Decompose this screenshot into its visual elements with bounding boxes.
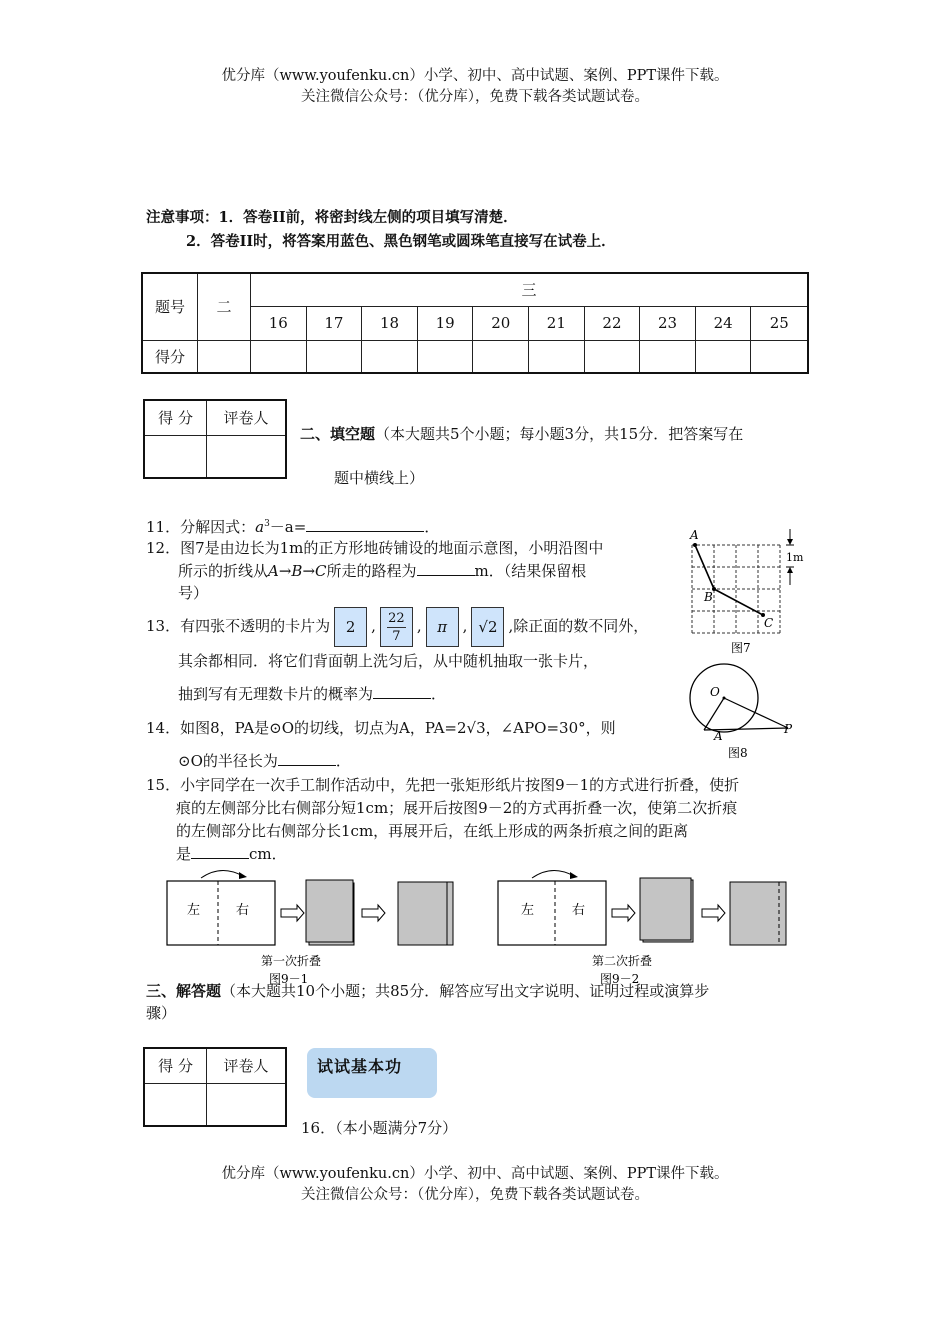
score-col-18: 18 [362, 306, 418, 340]
grader-box-grader-label: 评卷人 [207, 400, 286, 435]
q13-answer-blank[interactable] [373, 683, 431, 699]
header-line-2: 关注微信公众号：（优分库），免费下载各类试题试卷。 [301, 89, 649, 105]
fig8-label-a: A [714, 729, 723, 743]
q13-number: 13． [146, 617, 181, 635]
grader-cell [144, 435, 207, 478]
fig7-caption: 图7 [731, 641, 751, 655]
footer-line-2: 关注微信公众号：（优分库），免费下载各类试题试卷。 [301, 1187, 649, 1203]
section-2-desc-2: 题中横线上） [334, 469, 425, 487]
fig9-2-caption: 图9－2 [600, 972, 640, 986]
figure-9-1 [163, 864, 463, 986]
q12-line-2 [178, 560, 586, 583]
score-col-20: 20 [473, 306, 529, 340]
q12-number: 12． [146, 539, 181, 557]
q13-card-1: 2 [334, 607, 367, 647]
score-cell [584, 340, 640, 373]
footer-line-1: 优分库（www.youfenku.cn）小学、初中、高中试题、案例、PPT课件下载。 [221, 1166, 729, 1182]
q11-expr-sup: 3 [264, 519, 270, 529]
q15-number: 15． [146, 776, 181, 794]
section-2-heading [300, 423, 810, 445]
badge-text: 试试基本功 [317, 1057, 403, 1076]
q13-text-3: 抽到写有无理数卡片的概率为 [178, 685, 374, 703]
question-15 [146, 774, 739, 797]
q12-text-3: 号） [178, 584, 209, 602]
question-12 [146, 537, 603, 560]
score-cell [251, 340, 307, 373]
section-badge [307, 1048, 437, 1098]
q13-card-4: √2 [471, 607, 504, 647]
q13-card-3: π [426, 607, 459, 647]
section-2-desc: （本大题共5个小题；每小题3分，共15分．把答案写在 [375, 425, 744, 443]
grader-box-score-label: 得 分 [144, 1048, 207, 1083]
grader-cell [144, 1083, 207, 1126]
grader-cell [207, 1083, 286, 1126]
q11-answer-blank[interactable] [306, 516, 424, 532]
q11-number: 11． [146, 518, 181, 536]
notes-line-2: 2．答卷II时，将答案用蓝色、黑色钢笔或圆珠笔直接写在试卷上． [186, 233, 616, 250]
q12-text-1: 图7是由边长为1m的正方形地砖铺设的地面示意图，小明沿图中 [180, 539, 604, 557]
q12-text-2a: 所示的折线从 [178, 562, 269, 580]
score-cell [529, 340, 585, 373]
score-cell [417, 340, 473, 373]
q14-line-2 [178, 750, 351, 773]
grader-box-score-label: 得 分 [144, 400, 207, 435]
q12-text-2b: 所走的路程为 [326, 562, 417, 580]
figure-7 [684, 525, 810, 660]
score-table [141, 272, 809, 374]
q15-line-4 [176, 843, 287, 866]
fig9-1-right: 右 [236, 903, 250, 918]
figure-9-2 [494, 864, 794, 986]
fig9-1-left: 左 [187, 903, 201, 918]
section-2-title: 二、填空题 [300, 425, 376, 443]
fig9-2-fold-label: 第二次折叠 [592, 954, 653, 968]
fig9-2-left: 左 [521, 903, 535, 918]
fig7-label-a: A [690, 528, 699, 542]
fig9-2-right: 右 [572, 903, 586, 918]
score-col-24: 24 [695, 306, 751, 340]
grader-box-grader-label: 评卷人 [207, 1048, 286, 1083]
q13-text-1a: 有四张不透明的卡片为 [180, 617, 331, 635]
fig9-1-fold-label: 第一次折叠 [261, 954, 322, 968]
score-cell [306, 340, 362, 373]
q15-line-2: 痕的左侧部分比右侧部分短1cm；展开后按图9－2的方式再折叠一次，使第二次折痕 [176, 799, 738, 817]
score-cell [640, 340, 696, 373]
q12-path: A→B→C [268, 562, 327, 580]
q14-text-1a: 如图8，PA是⊙O的切线，切点为A，PA= [180, 719, 458, 737]
grader-box-1 [143, 399, 287, 479]
score-col-17: 17 [306, 306, 362, 340]
q11-end: ． [424, 518, 440, 536]
score-col-22: 22 [584, 306, 640, 340]
score-col-21: 21 [529, 306, 585, 340]
q13-end: ． [431, 685, 447, 703]
fig8-label-p: P [784, 722, 793, 736]
figure-8 [684, 660, 804, 765]
score-col-19: 19 [417, 306, 473, 340]
header-line-1: 优分库（www.youfenku.cn）小学、初中、高中试题、案例、PPT课件下载。 [221, 68, 729, 84]
score-table-label-score: 得分 [142, 340, 198, 373]
q15-line-4a: 是 [176, 845, 192, 863]
score-col-25: 25 [751, 306, 808, 340]
q15-line-4b: cm． [249, 845, 287, 863]
fig7-label-b: B [704, 590, 713, 604]
question-13: 13．有四张不透明的卡片为 2 , $\frac{22}{7}$ , π , √2 ,除正面的数不同外， [146, 605, 648, 647]
score-col-16: 16 [251, 306, 307, 340]
q13-line-3 [178, 683, 446, 706]
score-cell [751, 340, 808, 373]
q13-text-2: 其余都相同．将它们背面朝上洗匀后，从中随机抽取一张卡片， [178, 652, 599, 670]
q14-answer-blank[interactable] [278, 750, 336, 766]
score-cell [362, 340, 418, 373]
q12-answer-blank[interactable] [417, 560, 475, 576]
fig7-scale: 1m [786, 551, 804, 564]
section-3-desc: （本大题共10个小题；共85分．解答应写出文字说明、证明过程或演算步 [221, 982, 710, 1000]
page-footer [0, 1164, 950, 1206]
q15-answer-blank[interactable] [191, 843, 249, 859]
question-16: 16．（本小题满分7分） [301, 1119, 458, 1137]
fig7-path [695, 545, 763, 615]
score-cell [198, 340, 251, 373]
q15-line-3: 的左侧部分比右侧部分长1cm，再展开后，在纸上形成的两条折痕之间的距离 [176, 822, 689, 840]
fig8-label-o: O [710, 685, 720, 699]
score-table-section-2: 二 [198, 273, 251, 340]
fig7-label-c: C [764, 616, 774, 630]
q12-text-2c: m．（结果保留根 [474, 562, 587, 580]
score-cell [473, 340, 529, 373]
section-3-desc-2: 骤） [146, 1004, 177, 1022]
q14-number: 14． [146, 719, 181, 737]
q14-value: 2√3 [457, 719, 486, 737]
score-table-label-number: 题号 [142, 273, 198, 340]
q13-card-2: $\frac{22}{7}$ [380, 607, 413, 647]
score-cell [695, 340, 751, 373]
section-3-title: 三、解答题 [146, 982, 222, 1000]
q13-text-1b: 除正面的数不同外， [513, 617, 649, 635]
q11-expr-a: a [255, 518, 265, 536]
q14-end: ． [335, 752, 351, 770]
question-14 [146, 717, 616, 740]
question-11 [146, 513, 439, 539]
page-header [0, 66, 950, 108]
section-3-heading [146, 980, 709, 1002]
fig9-1-caption: 图9－1 [269, 972, 309, 986]
q14-text-1b: ，∠APO=30°，则 [485, 719, 616, 737]
q11-expr-rest: －a= [269, 518, 307, 536]
score-table-section-3: 三 [251, 273, 809, 306]
q11-text: 分解因式： [180, 518, 256, 536]
q15-line-1: 小宇同学在一次手工制作活动中，先把一张矩形纸片按图9－1的方式进行折叠，使折 [180, 776, 740, 794]
grader-box-2 [143, 1047, 287, 1127]
notes-line-1: 注意事项：1．答卷II前，将密封线左侧的项目填写清楚． [146, 209, 518, 226]
grader-cell [207, 435, 286, 478]
score-col-23: 23 [640, 306, 696, 340]
fig8-caption: 图8 [728, 746, 748, 760]
q14-text-2: ⊙O的半径长为 [178, 752, 278, 770]
